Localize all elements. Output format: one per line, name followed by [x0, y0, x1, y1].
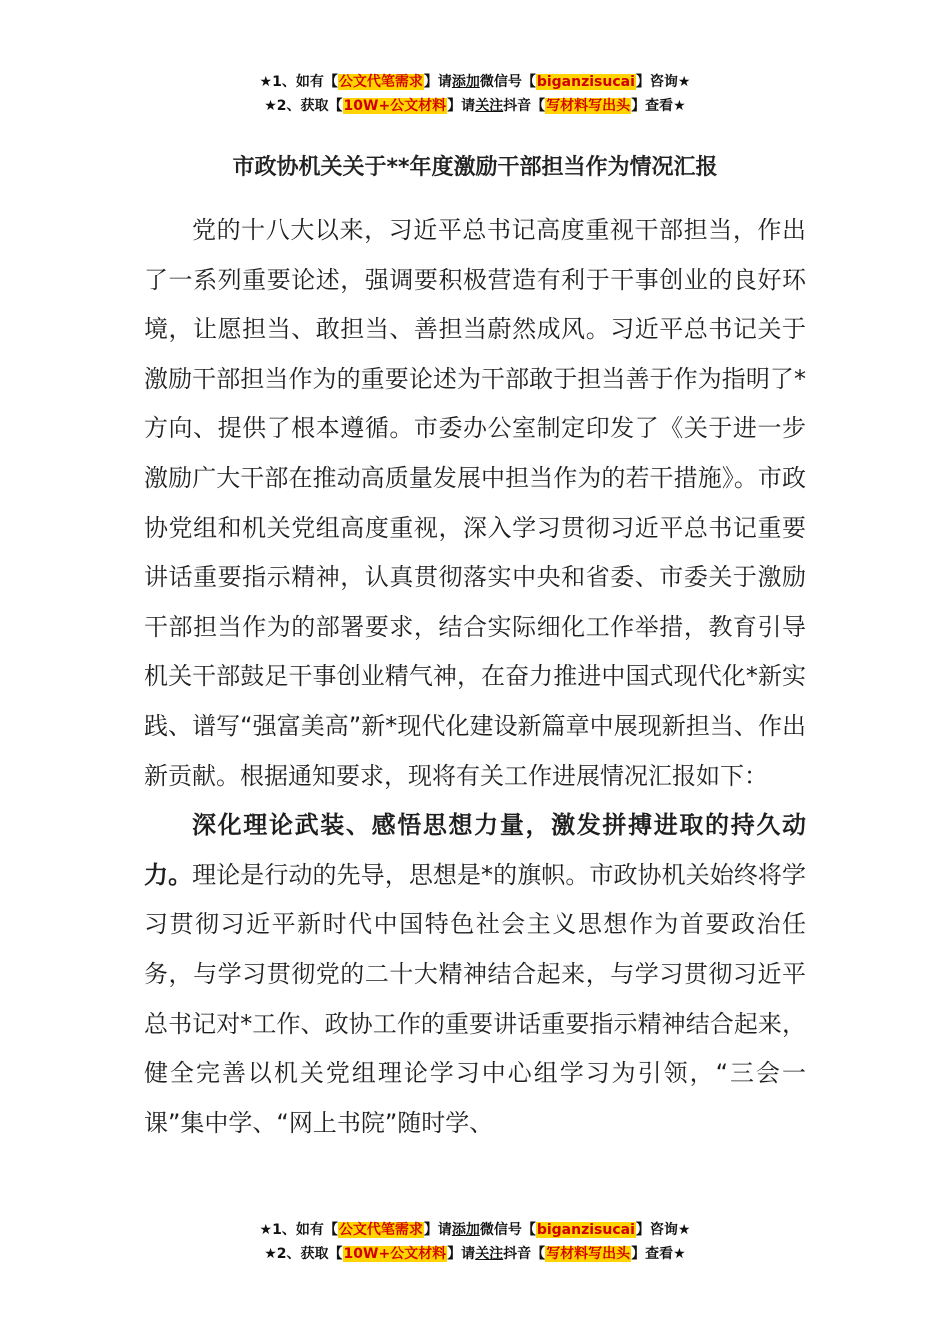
bottom-banner: [0, 1218, 950, 1266]
banner-line-1: [0, 70, 950, 94]
intro-paragraph: 党的十八大以来，习近平总书记高度重视干部担当，作出了一系列重要论述，强调要积极营造有利于干事创业的良好环境，让愿担当、敢担当、善担当蔚然成风。习近平总书记关于激励干部担当作为的重要论述为干部敢于担当善于作为指明了*方向、提供了根本遵循。市委办公室制定印发了《关于进一步激励广大干部在推动高质量发展中担当作为的若干措施》。市政协党组和机关党组高度重视，深入学习贯彻习近平总书记重要讲话重要指示精神，认真贯彻落实中央和省委、市委关于激励干部担当作为的部署要求，结合实际细化工作举措，教育引导机关干部鼓足干事创业精气神，在奋力推进中国式现代化*新实践、谱写“强富美高”新*现代化建设新篇章中展现新担当、作出新贡献。根据通知要求，现将有关工作进展情况汇报如下：: [144, 216, 806, 790]
banner-text: ★1、如有【: [259, 1222, 338, 1238]
document-body: [144, 206, 806, 1148]
banner-highlight: biganzisucai: [536, 1222, 635, 1238]
banner-highlight: 10W+公文材料: [343, 98, 447, 114]
banner-line-2: [0, 94, 950, 118]
banner-highlight: 10W+公文材料: [343, 1246, 447, 1262]
banner-text: 】查看★: [631, 1246, 686, 1262]
banner-emphasis: 关注: [475, 98, 504, 114]
banner-text: ★2、获取【: [264, 1246, 343, 1262]
banner-emphasis: 添加: [451, 74, 480, 90]
banner-line-1: [0, 1218, 950, 1242]
banner-text: 】请: [447, 1246, 476, 1262]
banner-highlight: biganzisucai: [536, 74, 635, 90]
banner-text: 】请: [423, 74, 452, 90]
banner-text: 】请: [423, 1222, 452, 1238]
banner-emphasis: 关注: [475, 1246, 504, 1262]
banner-text: 抖音【: [503, 1246, 546, 1262]
banner-text: 】咨询★: [635, 1222, 691, 1238]
banner-text: 抖音【: [503, 98, 546, 114]
banner-text: 】查看★: [631, 98, 686, 114]
banner-line-2: [0, 1242, 950, 1266]
banner-text: 】咨询★: [635, 74, 691, 90]
top-banner: [0, 70, 950, 118]
banner-text: 微信号【: [479, 1222, 536, 1238]
banner-highlight: 公文代笔需求: [338, 74, 423, 90]
section-1-text: 理论是行动的先导，思想是*的旗帜。市政协机关始终将学习贯彻习近平新时代中国特色社会主义思想作为首要政治任务，与学习贯彻党的二十大精神结合起来，与学习贯彻习近平总书记对*工作、政协工作的重要讲话重要指示精神结合起来，健全完善以机关党组理论学习中心组学习为引领，“三会一课”集中学、“网上书院”随时学、: [144, 860, 807, 1137]
banner-highlight: 公文代笔需求: [338, 1222, 423, 1238]
document-title: 市政协机关关于**年度激励干部担当作为情况汇报: [232, 155, 718, 180]
banner-text: ★2、获取【: [264, 98, 343, 114]
banner-highlight: 写材料写出头: [546, 98, 631, 114]
banner-highlight: 写材料写出头: [546, 1246, 631, 1262]
section-1-heading: 深化理论武装、感悟思想力量，激发拼搏进取的持久动力。: [144, 811, 806, 889]
section-1-paragraph: [144, 801, 806, 1148]
banner-emphasis: 添加: [451, 1222, 480, 1238]
banner-text: 微信号【: [479, 74, 536, 90]
banner-text: 】请: [447, 98, 476, 114]
banner-text: ★1、如有【: [259, 74, 338, 90]
